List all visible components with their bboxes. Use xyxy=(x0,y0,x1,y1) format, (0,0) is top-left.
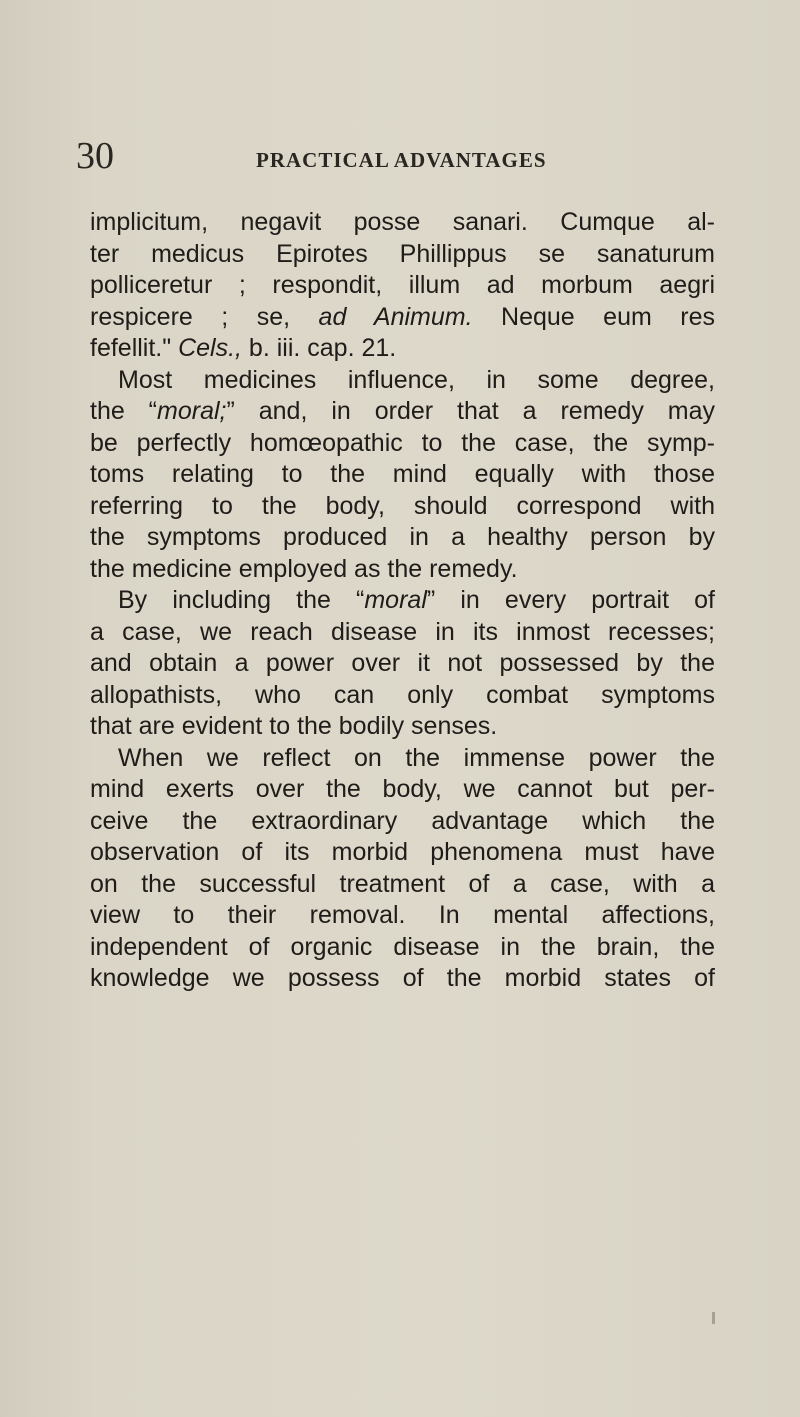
text-line: allopathists, who can only combat symptoms xyxy=(90,680,715,709)
text-line: observation of its morbid phenomena must have xyxy=(90,838,715,866)
text-line: be perfectly homœopathic to the case, the symp- xyxy=(90,428,715,457)
page-number: 30 xyxy=(76,135,114,177)
italic-text: Cels., xyxy=(178,334,242,362)
text-line: the medicine employed as the remedy. xyxy=(90,554,518,583)
italic-text: ad Animum. xyxy=(318,302,473,331)
text-line: respicere ; se, ad Animum. Neque eum res xyxy=(90,302,716,331)
text-line: independent of organic disease in the brain, the xyxy=(90,932,715,961)
body-text xyxy=(90,207,715,995)
text-line: polliceretur ; respondit, illum ad morbum aegri xyxy=(90,271,715,299)
text-line: ter medicus Epirotes Phillippus se sanaturum xyxy=(90,239,715,268)
paragraph-start-line: Most medicines influence, in some degree, xyxy=(118,365,715,394)
text-line: the symptoms produced in a healthy person by xyxy=(90,523,715,551)
text-line: and obtain a power over it not possessed by the xyxy=(90,649,715,677)
text-line: ceive the extraordinary advantage which the xyxy=(90,806,715,835)
italic-text: moral; xyxy=(157,397,227,425)
paragraph-start-line: When we reflect on the immense power the xyxy=(118,743,715,772)
text-line: that are evident to the bodily senses. xyxy=(90,712,498,740)
text-line: view to their removal. In mental affections, xyxy=(90,901,715,929)
text-line: fefellit." Cels., b. iii. cap. 21. xyxy=(90,334,397,362)
running-head: PRACTICAL ADVANTAGES xyxy=(256,148,547,172)
page-header xyxy=(76,136,716,184)
paragraph-start-line: By including the “moral” in every portrait of xyxy=(118,586,715,614)
text-line: implicitum, negavit posse sanari. Cumque al- xyxy=(90,208,715,236)
text-line: a case, we reach disease in its inmost recesses; xyxy=(90,617,715,646)
paper-mark xyxy=(712,1312,715,1324)
text-line: toms relating to the mind equally with those xyxy=(90,460,715,488)
text-line: the “moral;” and, in order that a remedy may xyxy=(90,397,715,425)
text-line: mind exerts over the body, we cannot but per- xyxy=(90,775,715,803)
text-line: on the successful treatment of a case, with a xyxy=(90,869,715,898)
text-line: knowledge we possess of the morbid states of xyxy=(90,964,715,992)
text-line: referring to the body, should correspond with xyxy=(90,491,715,520)
italic-text: moral xyxy=(364,586,427,614)
